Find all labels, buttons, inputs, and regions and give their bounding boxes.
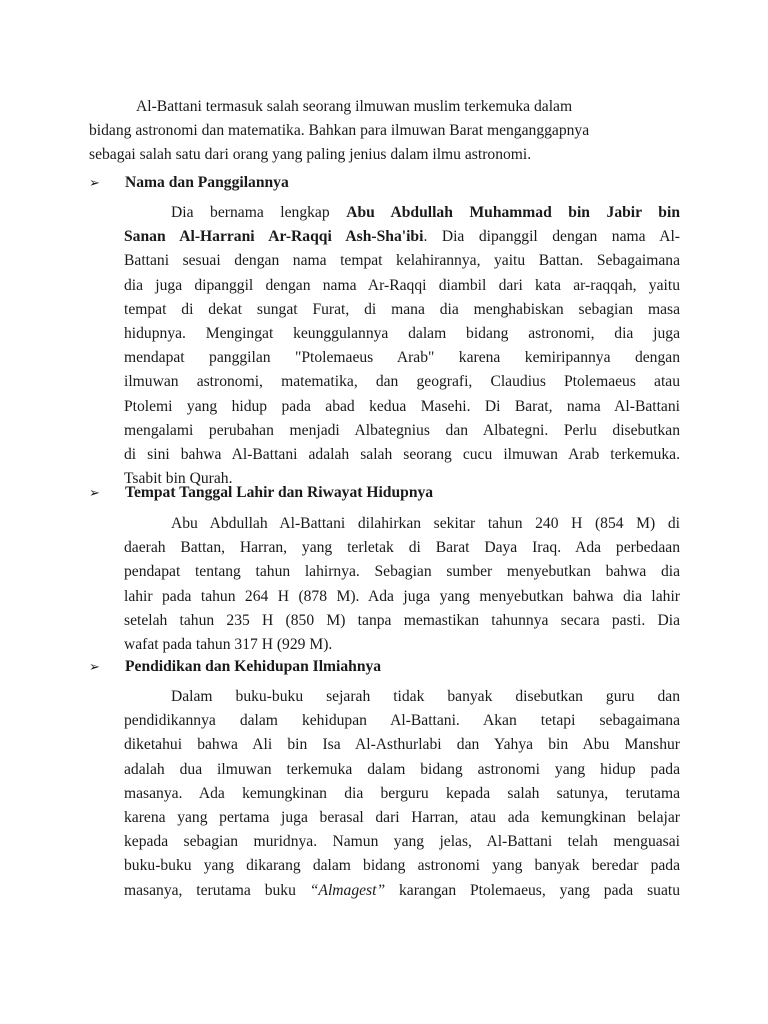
book-title-italic: “Almagest” bbox=[309, 881, 386, 899]
paragraph-line bbox=[124, 225, 680, 249]
line-text: karangan Ptolemaeus, yang pada suatu bbox=[385, 881, 680, 899]
line-text: Ptolemi yang hidup pada abad kedua Masehi. Di Barat, nama Al-Battani bbox=[124, 397, 680, 415]
paragraph-line bbox=[124, 346, 680, 370]
intro-line: sebagai salah satu dari orang yang paling jenius dalam ilmu astronomi. bbox=[89, 146, 532, 163]
section-paragraph-tempat-lahir bbox=[124, 512, 680, 657]
line-text: . Dia dipanggil dengan nama Al- bbox=[423, 228, 680, 246]
paragraph-line bbox=[124, 830, 680, 854]
section-heading-label: Tempat Tanggal Lahir dan Riwayat Hidupnya bbox=[125, 484, 434, 501]
line-text: Abu Abdullah Al-Battani dilahirkan sekitar tahun 240 H (854 M) di bbox=[171, 515, 680, 532]
line-text: mengalami perubahan menjadi Albategnius dan Albategni. Perlu disebutkan bbox=[124, 421, 680, 439]
intro-paragraph bbox=[89, 95, 689, 167]
paragraph-line bbox=[124, 806, 680, 830]
line-text: tempat di dekat sungat Furat, di mana dia menghabiskan sebagian masa bbox=[124, 300, 680, 318]
line-text: buku-buku yang dikarang dalam bidang astronomi yang banyak beredar pada bbox=[124, 857, 680, 875]
line-text: daerah Battan, Harran, yang terletak di Barat Daya Iraq. Ada perbedaan bbox=[124, 539, 680, 557]
line-text: pendidikannya dalam kehidupan Al-Battani. Akan tetapi sebagaimana bbox=[124, 712, 680, 730]
paragraph-line bbox=[124, 854, 680, 878]
line-text: Tsabit bin Qurah. bbox=[124, 470, 233, 488]
line-text: karena yang pertama juga berasal dari Harran, atau ada kemungkinan belajar bbox=[124, 809, 680, 827]
section-paragraph-pendidikan bbox=[124, 685, 680, 903]
paragraph-line bbox=[124, 201, 680, 225]
intro-line: bidang astronomi dan matematika. Bahkan para ilmuwan Barat menganggapnya bbox=[89, 122, 590, 139]
paragraph-line bbox=[124, 709, 680, 733]
line-text: Dia bernama lengkap bbox=[171, 204, 347, 221]
paragraph-line bbox=[124, 274, 680, 298]
paragraph-line bbox=[124, 585, 680, 609]
paragraph-line bbox=[124, 609, 680, 633]
section-heading-pendidikan bbox=[89, 655, 381, 680]
paragraph-line bbox=[124, 443, 680, 467]
line-text: Dalam buku-buku sejarah tidak banyak disebutkan guru dan bbox=[171, 688, 680, 705]
line-text: kepada sebagian muridnya. Namun yang jelas, Al-Battani telah menguasai bbox=[124, 833, 680, 851]
line-text: dia juga dipanggil dengan nama Ar-Raqqi diambil dari kata ar-raqqah, yaitu bbox=[124, 276, 680, 294]
paragraph-line bbox=[124, 758, 680, 782]
paragraph-line bbox=[124, 733, 680, 757]
line-text: masanya. Ada kemungkinan dia berguru kepada salah satunya, terutama bbox=[124, 784, 680, 802]
section-paragraph-nama bbox=[124, 201, 680, 491]
line-text: ilmuwan astronomi, matematika, dan geografi, Claudius Ptolemaeus atau bbox=[124, 373, 680, 391]
line-text: masanya, terutama buku bbox=[124, 881, 310, 899]
paragraph-line bbox=[124, 395, 680, 419]
section-heading-label: Nama dan Panggilannya bbox=[125, 174, 289, 191]
intro-line: Al-Battani termasuk salah seorang ilmuwan muslim terkemuka dalam bbox=[136, 98, 573, 115]
arrow-bullet-icon: ➢ bbox=[89, 176, 100, 191]
line-text: wafat pada tahun 317 H (929 M). bbox=[124, 636, 333, 654]
paragraph-line bbox=[124, 512, 680, 536]
section-heading-label: Pendidikan dan Kehidupan Ilmiahnya bbox=[125, 658, 382, 675]
line-text: mendapat panggilan "Ptolemaeus Arab" karena kemiripannya dengan bbox=[124, 349, 680, 367]
section-heading-nama bbox=[89, 171, 289, 196]
full-name-bold: Sanan Al-Harrani Ar-Raqqi Ash-Sha'ibi bbox=[124, 228, 424, 246]
section-heading-tempat-lahir bbox=[89, 481, 433, 506]
paragraph-line bbox=[124, 633, 680, 657]
line-text: hidupnya. Mengingat keunggulannya dalam bidang astronomi, dia juga bbox=[124, 325, 680, 343]
line-text: lahir pada tahun 264 H (878 M). Ada juga yang menyebutkan bahwa dia lahir bbox=[124, 587, 680, 605]
line-text: di sini bahwa Al-Battani adalah salah seorang cucu ilmuwan Arab terkemuka. bbox=[124, 446, 680, 464]
paragraph-line bbox=[124, 560, 680, 584]
paragraph-line bbox=[124, 879, 680, 903]
full-name-bold: Abu Abdullah Muhammad bin Jabir bin bbox=[346, 204, 680, 221]
arrow-bullet-icon: ➢ bbox=[89, 660, 100, 675]
paragraph-line bbox=[124, 298, 680, 322]
paragraph-line bbox=[124, 370, 680, 394]
line-text: Battani sesuai dengan nama tempat kelahirannya, yaitu Battan. Sebagaimana bbox=[124, 252, 680, 270]
line-text: adalah dua ilmuwan terkemuka dalam bidang astronomi yang hidup pada bbox=[124, 760, 680, 778]
paragraph-line bbox=[124, 782, 680, 806]
paragraph-line bbox=[124, 685, 680, 709]
paragraph-line bbox=[124, 249, 680, 273]
line-text: pendapat tentang tahun lahirnya. Sebagian sumber menyebutkan bahwa dia bbox=[124, 563, 680, 581]
paragraph-line bbox=[124, 536, 680, 560]
paragraph-line bbox=[124, 322, 680, 346]
arrow-bullet-icon: ➢ bbox=[89, 486, 100, 501]
paragraph-line bbox=[124, 419, 680, 443]
line-text: diketahui bahwa Ali bin Isa Al-Asthurlabi dan Yahya bin Abu Manshur bbox=[124, 736, 680, 754]
line-text: setelah tahun 235 H (850 M) tanpa memastikan tahunnya secara pasti. Dia bbox=[124, 611, 680, 629]
